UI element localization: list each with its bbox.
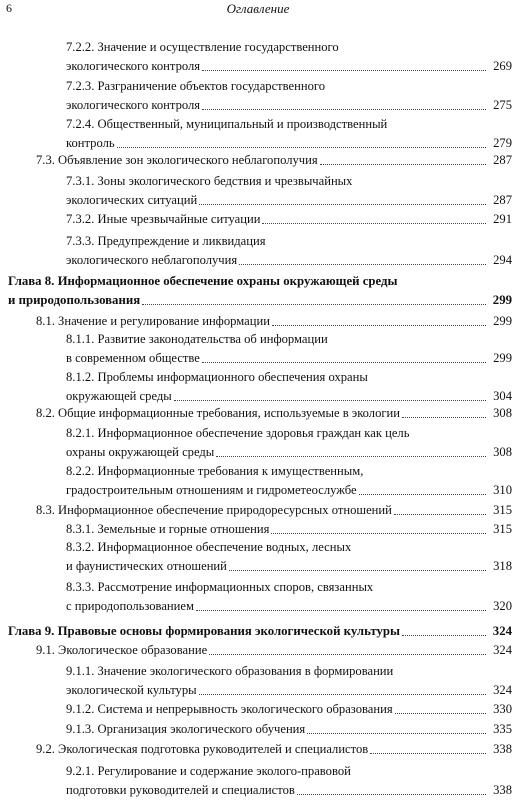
toc-page-number: 304 xyxy=(493,389,512,403)
toc-entry-title-line: Глава 9. Правовые основы формирования экологической культуры xyxy=(8,624,400,638)
toc-entry[interactable] xyxy=(0,662,516,700)
toc-entry[interactable] xyxy=(0,368,516,406)
toc-page-number: 299 xyxy=(493,314,512,328)
leader-dots xyxy=(199,191,486,210)
toc-page-number: 324 xyxy=(493,683,512,697)
toc-page-number: 279 xyxy=(493,136,512,150)
toc-page-number: 318 xyxy=(493,559,512,573)
leader-dots xyxy=(202,57,486,76)
toc-entry-title-line: 8.1.1. Развитие законодательства об информации xyxy=(66,332,328,346)
toc-page-number: 308 xyxy=(493,406,512,420)
leader-dots xyxy=(199,681,486,700)
toc-entry-title-line: 8.2.2. Информационные требования к имущественным, xyxy=(66,464,364,478)
toc-entry-title-line: 7.2.4. Общественный, муниципальный и производственный xyxy=(66,117,388,131)
toc-page-number: 310 xyxy=(493,483,512,497)
leader-dots xyxy=(262,210,486,229)
toc-entry[interactable] xyxy=(0,520,516,539)
toc-page-number: 324 xyxy=(493,643,512,657)
leader-dots xyxy=(239,251,486,270)
toc-page-number: 315 xyxy=(493,522,512,536)
toc-entry-title-line: с природопользованием xyxy=(66,599,194,613)
toc-entry[interactable] xyxy=(0,700,516,719)
toc-entry-title-line: экологических ситуаций xyxy=(66,193,198,207)
leader-dots xyxy=(359,481,486,500)
toc-entry-title-line: 9.2.1. Регулирование и содержание эколого-правовой xyxy=(66,764,351,778)
toc-entry[interactable] xyxy=(0,720,516,739)
toc-entry-title-line: 9.1.1. Значение экологического образования в формировании xyxy=(66,664,394,678)
toc-page-number: 287 xyxy=(493,153,512,167)
toc-entry[interactable] xyxy=(0,538,516,576)
toc-entry[interactable] xyxy=(0,77,516,115)
toc-entry-title-line: экологического контроля xyxy=(66,98,201,112)
toc-entry-title-line: 8.3.1. Земельные и горные отношения xyxy=(66,522,270,536)
toc-entry-title-line: 8.3. Информационное обеспечение природоресурсных отношений xyxy=(36,503,392,517)
leader-dots xyxy=(402,622,486,641)
toc-entry[interactable] xyxy=(0,151,516,170)
toc-page-number: 330 xyxy=(493,702,512,716)
leader-dots xyxy=(394,501,486,520)
toc-entry-title-line: 7.3. Объявление зон экологического неблагополучия xyxy=(36,153,318,167)
toc-entry[interactable] xyxy=(0,312,516,331)
toc-entry-title-line: градостроительным отношениям и гидрометеослужбе xyxy=(66,483,357,497)
toc-entry[interactable] xyxy=(0,462,516,500)
toc-entry[interactable] xyxy=(0,622,516,641)
toc-page-number: 324 xyxy=(492,624,512,638)
toc-entry-title-line: и природопользования xyxy=(8,293,141,307)
toc-entry-title-line: в современном обществе xyxy=(66,351,200,365)
toc-entry-title-line: 7.3.2. Иные чрезвычайные ситуации xyxy=(66,212,261,226)
toc-entry[interactable] xyxy=(0,740,516,759)
toc-page-number: 308 xyxy=(493,445,512,459)
toc-entry-title-line: 9.1.2. Система и непрерывность экологического образования xyxy=(66,702,393,716)
toc-entry-title-line: охраны окружающей среды xyxy=(66,445,215,459)
toc-page-number: 315 xyxy=(493,503,512,517)
toc-entry[interactable] xyxy=(0,330,516,368)
toc-entry-title-line: и фаунистических отношений xyxy=(66,559,227,573)
toc-entry-title-line: 8.2.1. Информационное обеспечение здоровья граждан как цель xyxy=(66,426,410,440)
leader-dots xyxy=(402,404,486,423)
toc-entry-title-line: 7.3.1. Зоны экологического бедствия и чрезвычайных xyxy=(66,174,353,188)
leader-dots xyxy=(271,520,486,539)
toc-entry-title-line: 8.3.2. Информационное обеспечение водных, лесных xyxy=(66,540,352,554)
leader-dots xyxy=(272,312,486,331)
toc-entry-title-line: 9.1.3. Организация экологического обучения xyxy=(66,722,306,736)
toc-entry-title-line: 8.2. Общие информационные требования, используемые в экологии xyxy=(36,406,401,420)
leader-dots xyxy=(202,349,486,368)
toc-page-number: 338 xyxy=(493,783,512,797)
toc-entry[interactable] xyxy=(0,210,516,229)
toc-entry-title-line: 9.2. Экологическая подготовка руководителей и специалистов xyxy=(36,742,369,756)
toc-page-number: 275 xyxy=(493,98,512,112)
toc-entry[interactable] xyxy=(0,501,516,520)
toc-page-number: 299 xyxy=(492,293,512,307)
toc-entry[interactable] xyxy=(0,38,516,76)
leader-dots xyxy=(216,443,486,462)
toc-page-number: 338 xyxy=(493,742,512,756)
toc-entry-title-line: экологического контроля xyxy=(66,59,201,73)
toc-entry-title-line: экологической культуры xyxy=(66,683,197,697)
toc-entry[interactable] xyxy=(0,762,516,800)
toc-entry[interactable] xyxy=(0,424,516,462)
toc-entry[interactable] xyxy=(0,115,516,153)
toc-page-number: 294 xyxy=(493,253,512,267)
toc-entry[interactable] xyxy=(0,172,516,210)
leader-dots xyxy=(202,96,486,115)
leader-dots xyxy=(307,720,486,739)
toc-entry-title-line: окружающей среды xyxy=(66,389,172,403)
toc-entry-title-line: 7.3.3. Предупреждение и ликвидация xyxy=(66,234,266,248)
toc-page-number: 335 xyxy=(493,722,512,736)
toc-entry-title-line: 8.1.2. Проблемы информационного обеспечения охраны xyxy=(66,370,368,384)
toc-entry-title-line: 8.1. Значение и регулирование информации xyxy=(36,314,270,328)
toc-entry-title-line: 8.3.3. Рассмотрение информационных споров, связанных xyxy=(66,580,374,594)
toc-page-number: 291 xyxy=(493,212,512,226)
leader-dots xyxy=(196,597,486,616)
leader-dots xyxy=(142,291,486,310)
toc-page-number: 287 xyxy=(493,193,512,207)
toc-entry-title-line: 7.2.2. Значение и осуществление государственного xyxy=(66,40,339,54)
toc-entry-title-line: 9.1. Экологическое образование xyxy=(36,643,208,657)
leader-dots xyxy=(395,700,486,719)
toc-page-number: 320 xyxy=(493,599,512,613)
toc-page-number: 299 xyxy=(493,351,512,365)
leader-dots xyxy=(320,151,486,170)
toc-entry-title-line: контроль xyxy=(66,136,115,150)
toc-entry[interactable] xyxy=(0,272,516,310)
leader-dots xyxy=(297,781,486,800)
toc-page-number: 269 xyxy=(493,59,512,73)
toc-entry-title-line: подготовки руководителей и специалистов xyxy=(66,783,295,797)
toc-entry-title-line: 7.2.3. Разграничение объектов государственного xyxy=(66,79,326,93)
toc-entry[interactable] xyxy=(0,232,516,270)
toc-entry-title-line: экологического неблагополучия xyxy=(66,253,238,267)
leader-dots xyxy=(209,641,486,660)
running-title: Оглавление xyxy=(226,1,290,16)
toc-entry[interactable] xyxy=(0,641,516,660)
toc-entry[interactable] xyxy=(0,578,516,616)
page-number: 6 xyxy=(6,1,12,15)
leader-dots xyxy=(370,740,486,759)
toc-entry-title-line: Глава 8. Информационное обеспечение охраны окружающей среды xyxy=(8,274,398,288)
toc-entry[interactable] xyxy=(0,404,516,423)
leader-dots xyxy=(229,557,486,576)
